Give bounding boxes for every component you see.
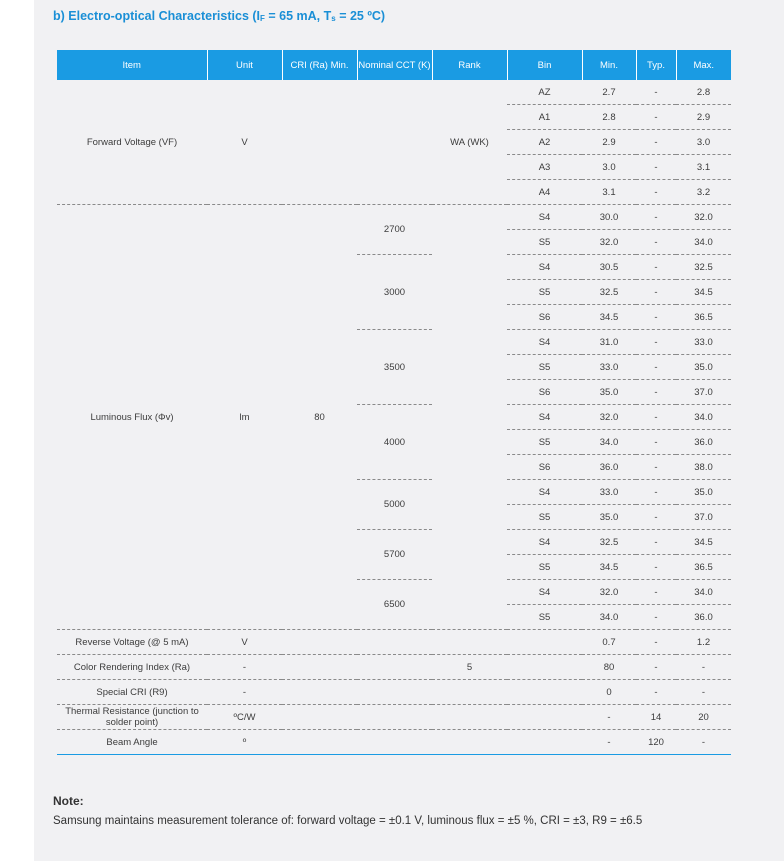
typ-cell: -: [636, 480, 676, 505]
unit-cell: ºC/W: [207, 705, 282, 730]
item-cell: Reverse Voltage (@ 5 mA): [57, 630, 207, 655]
cct-cell: [357, 655, 432, 680]
cri-cell: [282, 80, 357, 205]
min-cell: 2.9: [582, 130, 636, 155]
cri-cell: [282, 680, 357, 705]
unit-cell: V: [207, 630, 282, 655]
bin-cell: S6: [507, 305, 582, 330]
typ-cell: -: [636, 430, 676, 455]
typ-cell: 120: [636, 730, 676, 755]
typ-cell: -: [636, 455, 676, 480]
column-header: Bin: [507, 50, 582, 80]
section-title: b) Electro-optical Characteristics ($I_F = 65$ mA, $T_s = 25$ ºC): [53, 9, 386, 23]
min-cell: 32.5: [582, 280, 636, 305]
min-cell: 34.5: [582, 305, 636, 330]
table-header: [57, 50, 731, 80]
bin-cell: S5: [507, 605, 582, 630]
table-row: [57, 630, 731, 655]
table-row: [57, 680, 731, 705]
column-header: Min.: [582, 50, 636, 80]
bin-cell: A4: [507, 180, 582, 205]
bin-cell: AZ: [507, 80, 582, 105]
table-header-row: [57, 50, 731, 80]
bin-cell: S6: [507, 380, 582, 405]
column-header: Nominal CCT (K): [357, 50, 432, 80]
unit-cell: -: [207, 680, 282, 705]
electro-optical-table: [57, 50, 731, 755]
unit-cell: -: [207, 655, 282, 680]
typ-cell: 14: [636, 705, 676, 730]
typ-cell: -: [636, 280, 676, 305]
bin-cell: S4: [507, 405, 582, 430]
min-cell: 2.7: [582, 80, 636, 105]
min-cell: 32.0: [582, 580, 636, 605]
min-cell: 35.0: [582, 505, 636, 530]
bin-cell: [507, 705, 582, 730]
column-header: Typ.: [636, 50, 676, 80]
bin-cell: [507, 655, 582, 680]
max-cell: 34.0: [676, 405, 731, 430]
cct-cell: 5700: [357, 530, 432, 580]
typ-cell: -: [636, 230, 676, 255]
item-cell: Luminous Flux (Φv): [57, 205, 207, 630]
max-cell: 34.0: [676, 580, 731, 605]
bin-cell: S4: [507, 480, 582, 505]
typ-cell: -: [636, 605, 676, 630]
max-cell: 36.0: [676, 605, 731, 630]
bin-cell: A1: [507, 105, 582, 130]
cct-cell: [357, 705, 432, 730]
item-cell: Color Rendering Index (Ra): [57, 655, 207, 680]
max-cell: 32.0: [676, 205, 731, 230]
typ-cell: -: [636, 205, 676, 230]
min-cell: 33.0: [582, 480, 636, 505]
rank-cell: 5: [432, 655, 507, 680]
cri-cell: [282, 705, 357, 730]
min-cell: 30.5: [582, 255, 636, 280]
column-header: Max.: [676, 50, 731, 80]
min-cell: 3.0: [582, 155, 636, 180]
item-cell: Forward Voltage (VF): [57, 80, 207, 205]
rank-cell: [432, 630, 507, 655]
table-row: [57, 655, 731, 680]
max-cell: 2.9: [676, 105, 731, 130]
cct-cell: [357, 730, 432, 755]
table-row: [57, 80, 731, 105]
typ-cell: -: [636, 405, 676, 430]
min-cell: 34.5: [582, 555, 636, 580]
max-cell: 37.0: [676, 380, 731, 405]
cct-cell: 4000: [357, 405, 432, 480]
max-cell: 1.2: [676, 630, 731, 655]
cri-cell: [282, 630, 357, 655]
bin-cell: S4: [507, 205, 582, 230]
item-cell: Thermal Resistance (junction to solder point): [57, 705, 207, 730]
rank-cell: [432, 705, 507, 730]
bin-cell: S5: [507, 230, 582, 255]
max-cell: 36.5: [676, 305, 731, 330]
min-cell: -: [582, 705, 636, 730]
bin-cell: A3: [507, 155, 582, 180]
min-cell: 32.5: [582, 530, 636, 555]
cri-cell: [282, 655, 357, 680]
min-cell: 3.1: [582, 180, 636, 205]
typ-cell: -: [636, 255, 676, 280]
cct-cell: [357, 630, 432, 655]
bin-cell: S4: [507, 330, 582, 355]
min-cell: 32.0: [582, 405, 636, 430]
max-cell: 2.8: [676, 80, 731, 105]
max-cell: 38.0: [676, 455, 731, 480]
min-cell: 35.0: [582, 380, 636, 405]
note-title: Note:: [53, 794, 84, 808]
cct-cell: 3500: [357, 330, 432, 405]
note-text: Samsung maintains measurement tolerance of: forward voltage = ±0.1 V, luminous flux = ±5 %, CRI = ±3, R9 = ±6.5: [53, 815, 643, 827]
column-header: Item: [57, 50, 207, 80]
min-cell: 32.0: [582, 230, 636, 255]
rank-cell: [432, 680, 507, 705]
bin-cell: S5: [507, 355, 582, 380]
typ-cell: -: [636, 555, 676, 580]
min-cell: 36.0: [582, 455, 636, 480]
unit-cell: V: [207, 80, 282, 205]
min-cell: 80: [582, 655, 636, 680]
cri-cell: 80: [282, 205, 357, 630]
table-row: [57, 205, 731, 230]
max-cell: 37.0: [676, 505, 731, 530]
max-cell: 36.0: [676, 430, 731, 455]
min-cell: -: [582, 730, 636, 755]
cri-cell: [282, 730, 357, 755]
max-cell: 3.0: [676, 130, 731, 155]
min-cell: 2.8: [582, 105, 636, 130]
bin-cell: S4: [507, 530, 582, 555]
bin-cell: [507, 630, 582, 655]
max-cell: -: [676, 680, 731, 705]
max-cell: -: [676, 655, 731, 680]
typ-cell: -: [636, 180, 676, 205]
bin-cell: [507, 680, 582, 705]
max-cell: 32.5: [676, 255, 731, 280]
bin-cell: S4: [507, 580, 582, 605]
min-cell: 30.0: [582, 205, 636, 230]
table-row: [57, 705, 731, 730]
max-cell: 3.1: [676, 155, 731, 180]
max-cell: 34.5: [676, 530, 731, 555]
bin-cell: S4: [507, 255, 582, 280]
table-row: [57, 730, 731, 755]
bin-cell: S5: [507, 280, 582, 305]
typ-cell: -: [636, 505, 676, 530]
cct-cell: 3000: [357, 255, 432, 330]
max-cell: 20: [676, 705, 731, 730]
cct-cell: 6500: [357, 580, 432, 630]
typ-cell: -: [636, 380, 676, 405]
max-cell: -: [676, 730, 731, 755]
bin-cell: S6: [507, 455, 582, 480]
cct-cell: 5000: [357, 480, 432, 530]
min-cell: 31.0: [582, 330, 636, 355]
typ-cell: -: [636, 355, 676, 380]
typ-cell: -: [636, 655, 676, 680]
cct-cell: [357, 680, 432, 705]
cct-cell: 2700: [357, 205, 432, 255]
typ-cell: -: [636, 580, 676, 605]
max-cell: 36.5: [676, 555, 731, 580]
rank-cell: WA (WK): [432, 80, 507, 205]
rank-cell: [432, 730, 507, 755]
typ-cell: -: [636, 155, 676, 180]
typ-cell: -: [636, 305, 676, 330]
cct-cell: [357, 80, 432, 205]
bin-cell: S5: [507, 505, 582, 530]
typ-cell: -: [636, 80, 676, 105]
unit-cell: lm: [207, 205, 282, 630]
max-cell: 35.0: [676, 480, 731, 505]
max-cell: 33.0: [676, 330, 731, 355]
unit-cell: º: [207, 730, 282, 755]
max-cell: 3.2: [676, 180, 731, 205]
typ-cell: -: [636, 130, 676, 155]
column-header: Rank: [432, 50, 507, 80]
max-cell: 35.0: [676, 355, 731, 380]
min-cell: 33.0: [582, 355, 636, 380]
column-header: Unit: [207, 50, 282, 80]
rank-cell: [432, 205, 507, 630]
bin-cell: S5: [507, 555, 582, 580]
min-cell: 34.0: [582, 605, 636, 630]
typ-cell: -: [636, 105, 676, 130]
bin-cell: A2: [507, 130, 582, 155]
column-header: CRI (Ra) Min.: [282, 50, 357, 80]
max-cell: 34.0: [676, 230, 731, 255]
typ-cell: -: [636, 680, 676, 705]
item-cell: Beam Angle: [57, 730, 207, 755]
typ-cell: -: [636, 330, 676, 355]
min-cell: 0: [582, 680, 636, 705]
max-cell: 34.5: [676, 280, 731, 305]
table-body: [57, 80, 731, 755]
bin-cell: [507, 730, 582, 755]
bin-cell: S5: [507, 430, 582, 455]
item-cell: Special CRI (R9): [57, 680, 207, 705]
typ-cell: -: [636, 630, 676, 655]
min-cell: 34.0: [582, 430, 636, 455]
min-cell: 0.7: [582, 630, 636, 655]
typ-cell: -: [636, 530, 676, 555]
